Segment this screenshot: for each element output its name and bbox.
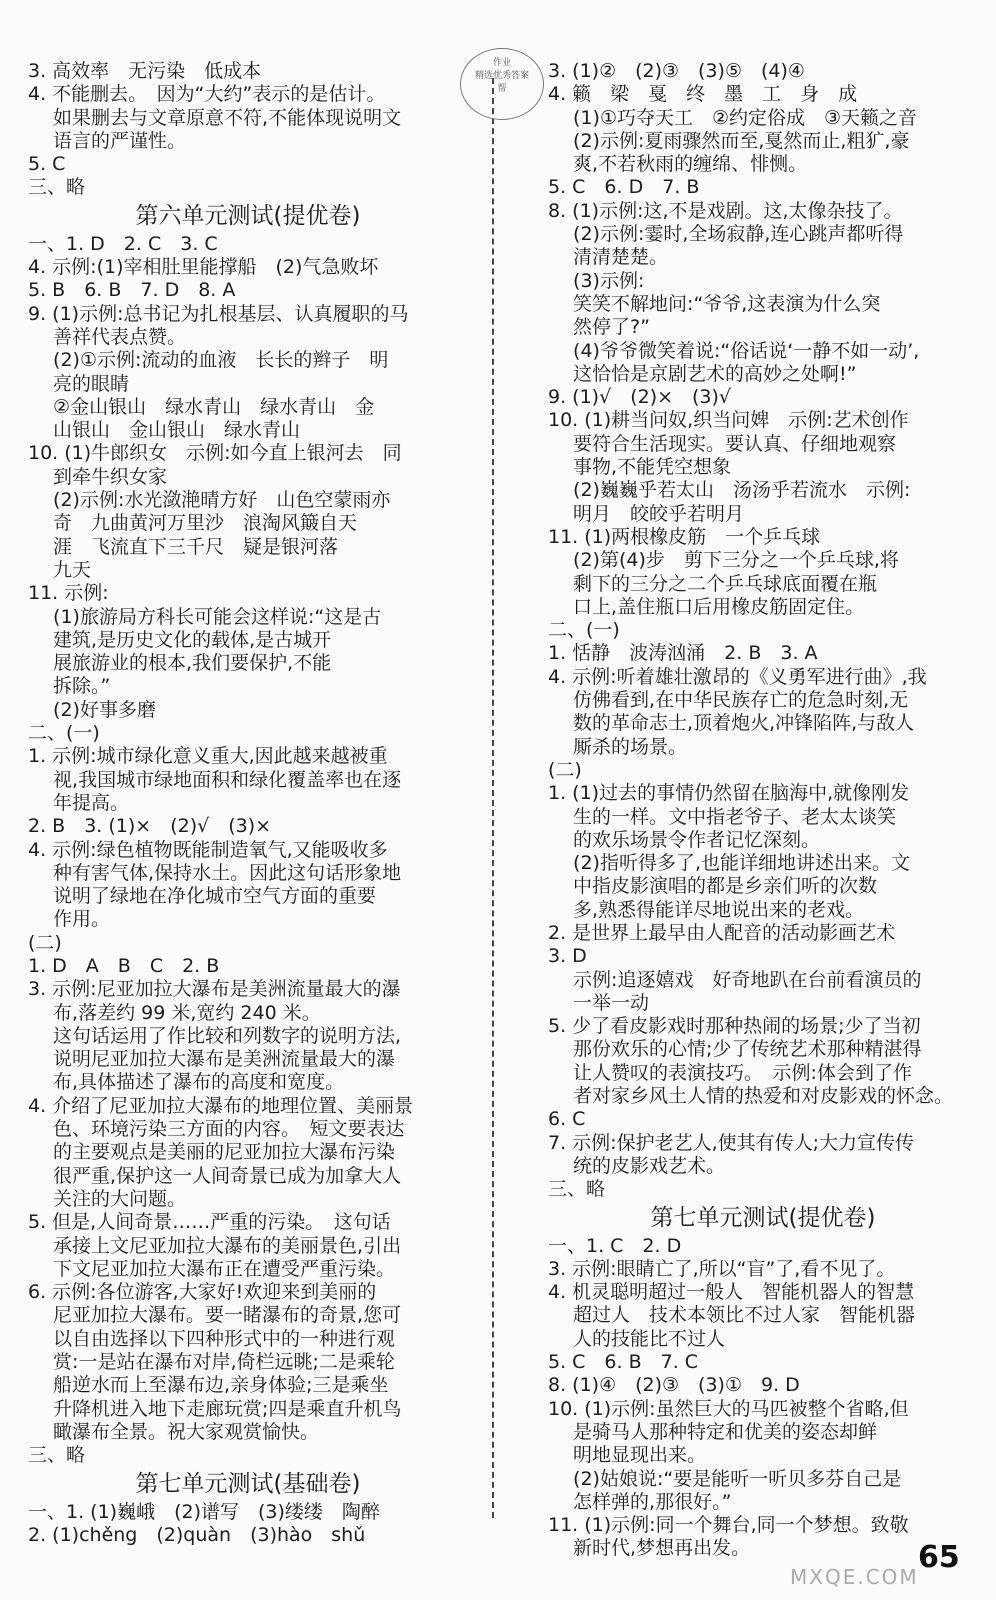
answer-line: 善祥代表点赞。 <box>28 325 187 348</box>
answer-line: 涯 飞流直下三千尺 疑是银河落 <box>28 535 339 558</box>
answer-line: 4. 示例:听着雄壮激昂的《义勇军进行曲》,我 <box>548 665 927 688</box>
answer-line: 3. (1)② (2)③ (3)⑤ (4)④ <box>548 60 805 82</box>
answer-line: 笑笑不解地问:“爷爷,这表演为什么突 <box>548 292 881 315</box>
answer-line: 示例:追逐嬉戏 好奇地趴在台前看演员的 <box>548 968 922 991</box>
answer-line: 8. (1)示例:这,不是戏剧。这,太像杂技了。 <box>548 199 903 222</box>
answer-line: 2. B 3. (1)× (2)√ (3)× <box>28 815 272 838</box>
section-title: 第六单元测试(提优卷) <box>135 202 361 229</box>
answer-line: 赏:一是站在瀑布对岸,倚栏远眺;二是乘轮 <box>28 1351 395 1374</box>
answer-line: 5. C <box>28 153 66 176</box>
answer-line: 超过人 技术本领比不过人家 智能机器 <box>548 1304 916 1327</box>
answer-line: 明月 皎皎乎若明月 <box>548 502 745 525</box>
answer-line: 的欢乐场景令作者记忆深刻。 <box>548 828 821 851</box>
homework-stamp <box>460 48 544 120</box>
answer-line: 剩下的三分之二个乒乓球底面覆在瓶 <box>548 572 878 595</box>
answer-line: 4. 介绍了尼亚加拉大瀑布的地理位置、美丽景 <box>28 1094 414 1117</box>
answer-line: 建筑,是历史文化的载体,是古城开 <box>28 628 332 651</box>
answer-line: (二) <box>28 931 62 954</box>
answer-line: 5. C 6. B 7. C <box>548 1351 699 1374</box>
answer-line: 10. (1)示例:虽然巨大的马匹被整个省略,但 <box>548 1397 909 1420</box>
answer-line: 10. (1)耕当问奴,织当问婢 示例:艺术创作 <box>548 409 909 432</box>
answer-line: 视,我国城市绿地面积和绿化覆盖率也在逐 <box>28 768 402 791</box>
answer-line: 11. (1)示例:同一个舞台,同一个梦想。致敬 <box>548 1514 909 1537</box>
answer-line: 承接上文尼亚加拉大瀑布的美丽景色,引出 <box>28 1234 402 1257</box>
answer-line: (2)示例:夏雨骤然而至,戛然而止,粗犷,豪 <box>548 129 910 152</box>
answer-line: 升降机进入地下走廊玩赏;四是乘直升机鸟 <box>28 1397 402 1420</box>
answer-line: 口上,盖住瓶口后用橡皮筋固定住。 <box>548 595 865 618</box>
answer-line: 山银山 金山银山 绿水青山 <box>28 419 301 442</box>
answer-line: 说明了绿地在净化城市空气方面的重要 <box>28 885 377 908</box>
page-number: 65 <box>918 1540 960 1575</box>
stamp-line: 作业 <box>492 58 511 68</box>
section-title: 第七单元测试(提优卷) <box>650 1204 876 1231</box>
answer-line: 1. 示例:城市绿化意义重大,因此越来越被重 <box>28 745 388 768</box>
answer-line: 到牵牛织女家 <box>28 465 168 488</box>
stamp-line: 精选优秀答案 <box>474 71 529 81</box>
answer-line: 1. 恬静 波涛汹涌 2. B 3. A <box>548 642 818 665</box>
answer-line: 6. C <box>548 1108 586 1131</box>
answer-line: 然停了?” <box>548 316 650 339</box>
answer-line: 要符合生活现实。要认真、仔细地观察 <box>548 432 897 455</box>
answer-line: 事物,不能凭空想象 <box>548 456 732 479</box>
answer-line: 仿佛看到,在中华民族存亡的危急时刻,无 <box>548 689 909 712</box>
answer-line: 新时代,梦想再出发。 <box>548 1537 751 1560</box>
answer-line: 4. 不能删去。 因为“大约”表示的是估计。 <box>28 83 386 106</box>
answer-line: 4. 示例:(1)宰相肚里能撑船 (2)气急败坏 <box>28 256 379 279</box>
answer-line: 尼亚加拉大瀑布。要一睹瀑布的奇景,您可 <box>28 1304 402 1327</box>
answer-line: 年提高。 <box>28 791 130 814</box>
right-answer-column <box>548 60 978 1561</box>
answer-line: 3. 示例:尼亚加拉大瀑布是美洲流量最大的瀑 <box>28 978 401 1001</box>
answer-line: 作用。 <box>28 908 111 931</box>
answer-line: 5. B 6. B 7. D 8. A <box>28 279 236 302</box>
answer-line: 拆除。” <box>28 675 111 698</box>
answer-line: 这句话运用了作比较和列数字的说明方法, <box>28 1024 402 1047</box>
answer-line: 厮杀的场景。 <box>548 735 688 758</box>
answer-line: 生的一样。文中指老爷子、老太太谈笑 <box>548 805 897 828</box>
answer-line: 9. (1)示例:总书记为扎根基层、认真履职的马 <box>28 302 409 325</box>
answer-line: (3)示例: <box>548 269 645 292</box>
answer-line: 8. (1)④ (2)③ (3)① 9. D <box>548 1374 800 1397</box>
answer-line: 一、1. C 2. D <box>548 1234 682 1257</box>
answer-line: 2. (1)chěng (2)quàn (3)hào shǔ <box>28 1523 366 1546</box>
answer-line: 下文尼亚加拉大瀑布正在遭受严重污染。 <box>28 1257 396 1280</box>
answer-line: 者对家乡风土人情的热爱和对皮影戏的怀念。 <box>548 1085 954 1108</box>
answer-line: 种有害气体,保持水土。因此这句话形象地 <box>28 861 402 884</box>
answer-line: (2)指听得多了,也能详细地讲述出来。文 <box>548 852 910 875</box>
answer-line: 数的革命志士,顶着炮火,冲锋陷阵,与敌人 <box>548 712 915 735</box>
answer-line: 一举一动 <box>548 991 650 1014</box>
answer-line: 清清楚楚。 <box>548 246 669 269</box>
answer-line: (4)爷爷微笑着说:“俗话说‘一静不如一动’, <box>548 339 920 362</box>
left-answer-column <box>28 60 468 1547</box>
answer-line: 说明尼亚加拉大瀑布是美洲流量最大的瀑 <box>28 1048 396 1071</box>
site-watermark: MXQE.COM <box>790 1565 919 1589</box>
answer-line: 11. (1)两根橡皮筋 一个乒乓球 <box>548 525 821 548</box>
answer-line: 语言的严谨性。 <box>28 129 187 152</box>
answer-line: 以自由选择以下四种形式中的一种进行观 <box>28 1327 396 1350</box>
answer-line: 1. D A B C 2. B <box>28 954 220 977</box>
answer-line: 三、略 <box>28 1444 86 1467</box>
answer-line: 这恰恰是京剧艺术的高妙之处啊!” <box>548 362 857 385</box>
answer-line: 7. 示例:保护老艺人,使其有传人;大力宣传传 <box>548 1131 915 1154</box>
answer-line: ②金山银山 绿水青山 绿水青山 金 <box>28 395 375 418</box>
answer-line: 二、(一) <box>28 722 100 745</box>
answer-line: 10. (1)牛郎织女 示例:如今直上银河去 同 <box>28 442 402 465</box>
section-title: 第七单元测试(基础卷) <box>135 1470 361 1497</box>
answer-line: 奇 九曲黄河万里沙 浪淘风簸自天 <box>28 512 358 535</box>
answer-line: 人的技能比不过人 <box>548 1327 726 1350</box>
stamp-line: 帮 <box>497 84 507 94</box>
answer-line: 让人赞叹的表演技巧。 示例:体会到了作 <box>548 1061 912 1084</box>
answer-line: 9. (1)√ (2)× (3)√ <box>548 386 732 409</box>
answer-line: 6. 示例:各位游客,大家好!欢迎来到美丽的 <box>28 1281 377 1304</box>
answer-line: 展旅游业的根本,我们要保护,不能 <box>28 652 332 675</box>
answer-line: 二、(一) <box>548 619 620 642</box>
answer-line: (二) <box>548 758 582 781</box>
answer-line: 一、1. D 2. C 3. C <box>28 232 218 255</box>
answer-line: (2)示例:霎时,全场寂静,连心跳声都听得 <box>548 223 904 246</box>
answer-line: 九天 <box>28 558 92 581</box>
answer-line: 三、略 <box>548 1178 606 1201</box>
answer-line: 色、环境污染三方面的内容。 短文要表达 <box>28 1118 405 1141</box>
answer-line: 多,熟悉得能详尽地说出来的老戏。 <box>548 898 865 921</box>
answer-line: 3. 高效率 无污染 低成本 <box>28 60 262 82</box>
answer-line: (2)姑娘说:“要是能听一听贝多芬自己是 <box>548 1467 902 1490</box>
answer-line: 船逆水而上至瀑布边,亲身体验;三是乘坐 <box>28 1374 389 1397</box>
answer-line: (2)第(4)步 剪下三分之一个乒乓球,将 <box>548 549 899 572</box>
answer-line: 5. C 6. D 7. B <box>548 176 700 199</box>
answer-line: 中指皮影演唱的都是乡亲们听的次数 <box>548 875 878 898</box>
column-divider <box>492 78 494 1518</box>
answer-line: 4. 示例:绿色植物既能制造氧气,又能吸收多 <box>28 838 388 861</box>
answer-line: (2)①示例:流动的血液 长长的辫子 明 <box>28 349 389 372</box>
answer-line: (2)好事多磨 <box>28 698 156 721</box>
answer-line: 4. 籁 梁 戛 终 墨 工 身 成 <box>548 83 858 106</box>
answer-line: 怎样弹的,那很好。” <box>548 1490 732 1513</box>
answer-line: 1. (1)过去的事情仍然留在脑海中,就像刚发 <box>548 782 910 805</box>
answer-line: 3. 示例:眼睛亡了,所以“盲”了,看不见了。 <box>548 1257 896 1280</box>
answer-line: 亮的眼睛 <box>28 372 130 395</box>
answer-line: 2. 是世界上最早由人配音的活动影画艺术 <box>548 921 896 944</box>
answer-line: 一、1. (1)巍峨 (2)谱写 (3)缕缕 陶醉 <box>28 1500 380 1523</box>
answer-line: 5. 但是,人间奇景……严重的污染。 这句话 <box>28 1211 391 1234</box>
answer-line: 布,具体描述了瀑布的高度和宽度。 <box>28 1071 345 1094</box>
answer-line: (2)巍巍乎若太山 汤汤乎若流水 示例: <box>548 479 911 502</box>
answer-line: (2)示例:水光潋滟晴方好 山色空蒙雨亦 <box>28 489 391 512</box>
answer-line: 明地显现出来。 <box>548 1444 707 1467</box>
answer-line: (1)①巧夺天工 ②约定俗成 ③天籁之音 <box>548 106 918 129</box>
answer-line: 的主要观点是美丽的尼亚加拉大瀑布污染 <box>28 1141 396 1164</box>
answer-line: 爽,不若秋雨的缠绵、悱恻。 <box>548 153 808 176</box>
answer-line: 5. 少了看皮影戏时那种热闹的场景;少了当初 <box>548 1015 921 1038</box>
answer-line: 那份欢乐的心情;少了传统艺术那种精湛得 <box>548 1038 922 1061</box>
answer-line: 如果删去与文章原意不符,不能体现说明文 <box>28 106 402 129</box>
answer-line: 瞰瀑布全景。祝大家观赏愉快。 <box>28 1420 320 1443</box>
answer-line: 统的皮影戏艺术。 <box>548 1154 726 1177</box>
answer-line: 3. D <box>548 945 587 968</box>
answer-line: 是骑马人那种特定和优美的姿态却鲜 <box>548 1420 878 1443</box>
answer-line: 布,落差约 99 米,宽约 240 米。 <box>28 1001 321 1024</box>
answer-line: (1)旅游局方科长可能会这样说:“这是古 <box>28 605 382 628</box>
answer-line: 三、略 <box>28 176 86 199</box>
answer-line: 4. 机灵聪明超过一般人 智能机器人的智慧 <box>548 1281 915 1304</box>
answer-line: 很严重,保护这一人间奇景已成为加拿大人 <box>28 1164 402 1187</box>
answer-line: 11. 示例: <box>28 582 109 605</box>
answer-line: 关注的大问题。 <box>28 1187 187 1210</box>
